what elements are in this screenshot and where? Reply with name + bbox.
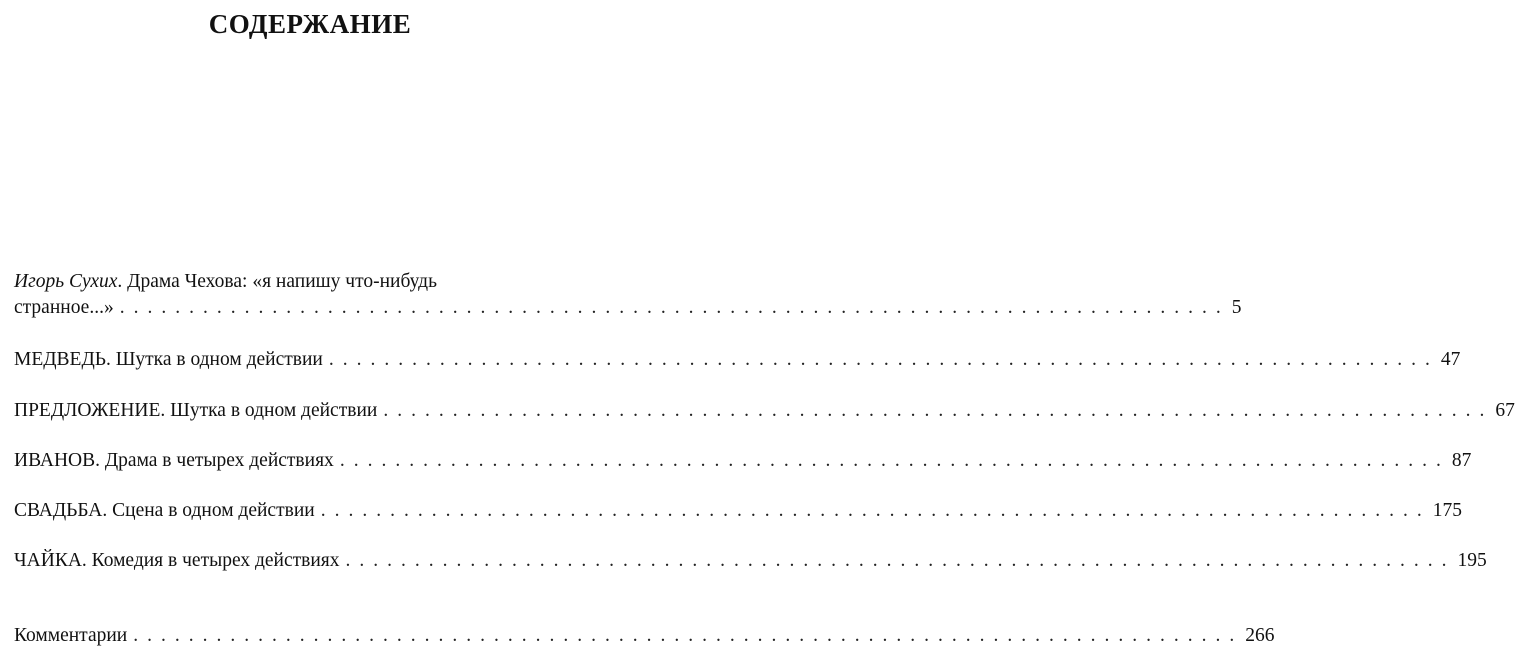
entry-title: Комментарии [14,625,128,646]
entry-author: Игорь Сухих [14,271,118,292]
dot-leader: ................................................................................ [383,400,1494,421]
entry-line [14,295,1242,321]
toc-entry-ivanov[interactable] [14,448,1472,474]
entry-page-number: 195 [1457,550,1487,571]
dot-leader: ................................................................................ [339,450,1450,471]
entry-page-number: 87 [1451,450,1472,471]
dot-leader: ................................................................................ [119,297,1230,318]
entry-page-number: 67 [1495,400,1515,421]
dot-leader: ................................................................................ [328,349,1439,370]
toc-entry-predlozhenie[interactable] [14,398,1515,424]
entry-first-line [14,269,606,295]
toc-entry-svadba[interactable] [14,498,1462,524]
entry-line [14,548,1487,574]
entry-title: ПРЕДЛОЖЕНИЕ. Шутка в одном действии [14,400,378,421]
entry-page-number: 5 [1231,297,1242,318]
entry-line [14,498,1462,524]
entry-title: СВАДЬБА. Сцена в одном действии [14,500,315,521]
toc-entry-commentary[interactable] [14,623,1275,649]
entry-line [14,398,1515,424]
entry-title-start: . Драма Чехова: «я напишу что-нибудь [117,271,437,292]
entry-title: МЕДВЕДЬ. Шутка в одном действии [14,349,323,370]
entry-page-number: 175 [1432,500,1462,521]
toc-entry-medved[interactable] [14,347,1461,373]
dot-leader: ................................................................................ [345,550,1456,571]
entry-line [14,623,1275,649]
entry-line [14,448,1472,474]
toc-entry-essay[interactable] [14,269,1242,321]
entry-title: странное...» [14,297,114,318]
dot-leader: ................................................................................ [133,625,1244,646]
entry-title: ЧАЙКА. Комедия в четырех действиях [14,550,340,571]
dot-leader: ................................................................................ [320,500,1431,521]
entry-title: ИВАНОВ. Драма в четырех действиях [14,450,334,471]
toc-entry-chaika[interactable] [14,548,1487,574]
entry-page-number: 266 [1245,625,1275,646]
entry-page-number: 47 [1440,349,1461,370]
entry-line [14,347,1461,373]
page-title: СОДЕРЖАНИЕ [208,9,412,39]
